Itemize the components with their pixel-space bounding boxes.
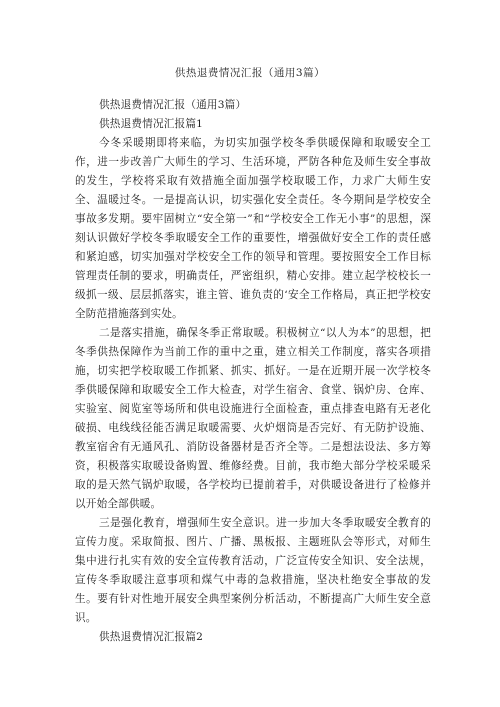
document-subtitle: 供热退费情况汇报（通用3篇） [99,99,247,111]
section-heading-2: 供热退费情况汇报篇2 [99,631,204,643]
section-heading-1: 供热退费情况汇报篇1 [99,118,204,130]
body-paragraph-2: 二是落实措施，确保冬季正常取暖。积极树立“以人为本”的思想，把冬季供热保障作为当前工作的重中之重，建立相关工作制度，落实各项措施，切实把学校取暖工作抓紧、抓实、抓好。一是在近期开展一次学校冬季供暖保障和取暖安全工作大检查，对学生宿舍、食堂、锅炉房、仓库、实验室、阅览室等场所和供电设施进行全面检查，重点排查电路有无老化破损、电线线径能否满足取暖需要、火炉烟筒是否完好、有无防护设施、教室宿舍有无通风孔、消防设备器材是否齐全等。二是想法设法、多方筹资，积极落实取暖设备购置、维修经费。目前，我市绝大部分学校采暖采取的是天然气锅炉取暖，各学校均已提前着手，对供暖设备进行了检修并以开始全部供暖。 [75,327,431,510]
body-paragraph-3: 三是强化教育，增强师生安全意识。进一步加大冬季取暖安全教育的宣传力度。采取简报、图片、广播、黑板报、主题班队会等形式，对师生集中进行扎实有效的安全宣传教育活动，广泛宣传安全知识、安全法规，宣传冬季取暖注意事项和煤气中毒的急救措施，坚决杜绝安全事故的发生。要有针对性地开展安全典型案例分析活动，不断提高广大师生安全意识。 [75,517,431,624]
document-title: 供热退费情况汇报（通用3篇） [174,67,326,79]
body-paragraph-1: 今冬采暖期即将来临，为切实加强学校冬季供暖保障和取暖安全工作，进一步改善广大师生的学习、生活环境，严防各种危及师生安全事故的发生，学校将采取有效措施全面加强学校取暖工作，力求广大师生安全、温暖过冬。一是提高认识，切实强化安全责任。冬今期间是学校安全事故多发期。要牢固树立“安全第一”和“学校安全工作无小事”的思想，深刻认识做好学校冬季取暖安全工作的重要性，增强做好安全工作的责任感和紧迫感，切实加强对学校安全工作的领导和管理。要按照安全工作目标管理责任制的要求，明确责任，严密组织，精心安排。建立起学校校长一级抓一级、层层抓落实，谁主管、谁负责的‘安全工作格局，真正把学校安全防范措施落到实处。 [75,137,431,320]
document-body [75,96,431,647]
